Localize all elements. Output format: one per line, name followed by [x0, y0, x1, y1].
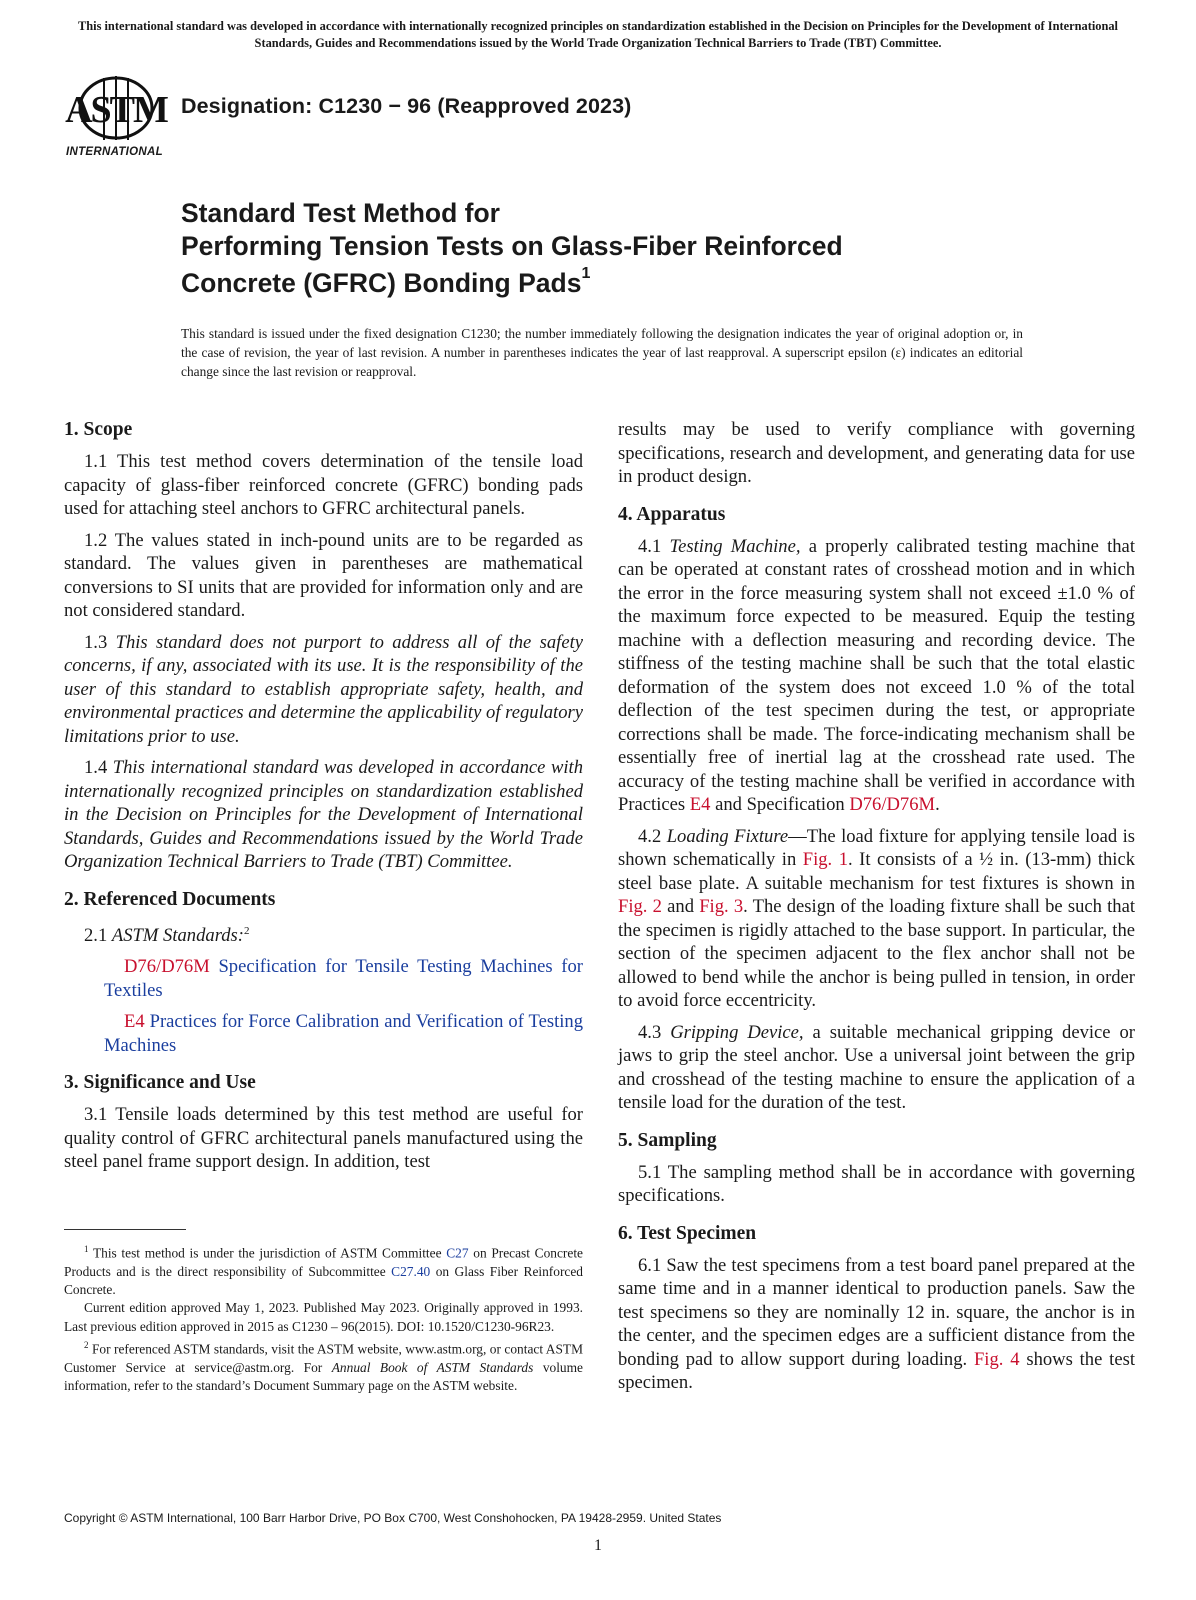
footnote-divider — [64, 1229, 186, 1230]
link-fig-4[interactable]: Fig. 4 — [973, 1348, 1020, 1370]
paragraph-4-3: 4.3 Gripping Device, a suitable mechanical gripping device or jaws to grip the steel anchor. Use a universal joint between the grip and crosshead of the testing machine to ensure the application of a tensile load for the duration of the test. — [618, 1021, 1135, 1113]
link-c27-40[interactable]: C27.40 — [391, 1263, 431, 1279]
top-notice: This international standard was developed in accordance with internationally recognized principles on standardization established in the Decision on Principles for the Development of International Standards, Guides and Recommendations issued by the World Trade Organization Technical Barriers to Trade (TBT) Committee. — [77, 19, 1119, 50]
section-heading-apparatus: 4. Apparatus — [618, 503, 726, 525]
svg-text:ASTM: ASTM — [65, 89, 167, 131]
footnote-1: $^1$ This test method is under the jurisdiction of ASTM Committee C27 on Precast Concrete Products and is the direct responsibility of Subcommittee C27.40 on Glass Fiber Reinforced Concrete. — [64, 1244, 583, 1298]
astm-international-logo — [64, 70, 168, 166]
link-fig-2[interactable]: Fig. 2 — [618, 896, 662, 917]
section-heading-test-specimen: 6. Test Specimen — [618, 1222, 757, 1244]
paragraph-4-1: 4.1 Testing Machine, a properly calibrated testing machine that can be operated at constant rates of crosshead motion and in which the error in the force measuring system shall not exceed ±1.0 % of the maximum force expected to be measured. Equip the testing machine with a deflection measuring and recording device. The stiffness of the testing machine shall be such that the total elastic deformation of the system does not exceed 1.0 % of the total deflection of the test specimen during the test, or appropriate corrections shall be made. The force-indicating mechanism shall be essentially free of inertial lag at the crosshead rate used. The accuracy of the testing machine shall be verified in accordance with Practices E4 and Specification D76/D76M. — [618, 535, 1135, 815]
logo-caption: INTERNATIONAL — [66, 146, 163, 158]
copyright-notice: Copyright © ASTM International, 100 Barr Harbor Drive, PO Box C700, West Conshohocken, PA 19428-2959. United States — [64, 1511, 722, 1525]
reference-d76[interactable]: D76/D76M Specification for Tensile Testing Machines for Textiles — [104, 956, 583, 1001]
paragraph-1-1: 1.1 This test method covers determination of the tensile load capacity of glass-fiber reinforced concrete (GFRC) bonding pads used for attaching steel anchors to GFRC architectural panels. — [64, 451, 583, 519]
right-column — [618, 418, 1135, 1403]
reference-e4[interactable]: E4 Practices for Force Calibration and Verification of Testing Machines — [104, 1011, 583, 1056]
paragraph-3-1: 3.1 Tensile loads determined by this test method are useful for quality control of GFRC architectural panels manufactured using the steel panel frame support design. In addition, test — [64, 1104, 583, 1173]
link-c27[interactable]: C27 — [446, 1245, 469, 1261]
link-e4[interactable]: E4 — [689, 794, 711, 815]
paragraph-1-2: 1.2 The values stated in inch-pound units are to be regarded as standard. The values given in parentheses are mathematical conversions to SI units that are provided for information only and are not considered standard. — [64, 529, 583, 621]
paragraph-6-1: 6.1 Saw the test specimens from a test board panel prepared at the same time and in a manner identical to production panels. Saw the test specimens so they are nominally 12 in. square, the anchor is in the center, and the specimen edges are a sufficient distance from the bonding pad to allow support during loading. Fig. 4 shows the test specimen. — [618, 1254, 1135, 1393]
paragraph-1-3: 1.3 This standard does not purport to address all of the safety concerns, if any, associated with its use. It is the responsibility of the user of this standard to establish appropriate safety, health, and environmental practices and determine the applicability of regulatory limitations prior to use. — [64, 631, 583, 747]
title-footnote-mark: 1 — [581, 265, 591, 282]
section-heading-significance: 3. Significance and Use — [64, 1072, 256, 1094]
footnote-edition: Current edition approved May 1, 2023. Published May 2023. Originally approved in 1993. Last previous edition approved in 2015 as C1230 – 96(2015). DOI: 10.1520/C1230-96R23. — [64, 1300, 583, 1334]
paragraph-5-1: 5.1 The sampling method shall be in accordance with governing specifications. — [618, 1161, 1135, 1206]
paragraph-2-1: 2.1 ASTM Standards:$^2$ — [84, 924, 250, 946]
link-fig-3[interactable]: Fig. 3 — [699, 896, 744, 917]
page-number: 1 — [594, 1537, 602, 1554]
paragraph-3-1-continued: results may be used to verify compliance with governing specifications, research and development, and generating data for use in product design. — [618, 419, 1135, 487]
left-column — [64, 418, 583, 1182]
section-heading-scope: 1. Scope — [64, 419, 133, 440]
footnotes — [64, 1240, 583, 1395]
link-fig-1[interactable]: Fig. 1 — [802, 849, 849, 870]
issue-note: This standard is issued under the fixed designation C1230; the number immediately following the designation indicates the year of original adoption or, in the case of revision, the year of last revision. A number in parentheses indicates the year of last reapproval. A superscript epsilon (ε) indicates an editorial change since the last revision or reapproval. — [181, 326, 1023, 379]
paragraph-1-4: 1.4 This international standard was developed in accordance with internationally recognized principles on standardization established in the Decision on Principles for the Development of International Standards, Guides and Recommendations issued by the World Trade Organization Technical Barriers to Trade (TBT) Committee. — [64, 757, 583, 872]
footnote-2: $^2$ For referenced ASTM standards, visit the ASTM website, www.astm.org, or contact ASTM Customer Service at service@astm.org. For Annual Book of ASTM Standards volume information, refer to the standard’s Document Summary page on the ASTM website. — [64, 1339, 583, 1394]
section-heading-sampling: 5. Sampling — [618, 1129, 717, 1151]
designation: Designation: C1230 − 96 (Reapproved 2023) — [181, 94, 632, 118]
section-heading-referenced-documents: 2. Referenced Documents — [64, 888, 276, 910]
paragraph-4-2: 4.2 Loading Fixture—The load fixture for applying tensile load is shown schematically in Fig. 1. It consists of a ½ in. (13-mm) thick steel base plate. A suitable mechanism for test fixtures is shown in Fig. 2 and Fig. 3. The design of the loading fixture shall be such that the specimen is rigidly attached to the base support. In particular, the section of the specimen adjacent to the flex anchor shall not be allowed to bend while the anchor is being pulled in tension, in order to avoid force eccentricity. — [618, 825, 1136, 1011]
document-title: Standard Test Method for Performing Tension Tests on Glass-Fiber Reinforced Concrete (GFRC) Bonding Pads$^1$ — [181, 198, 843, 298]
link-d76[interactable]: D76/D76M — [849, 794, 936, 815]
